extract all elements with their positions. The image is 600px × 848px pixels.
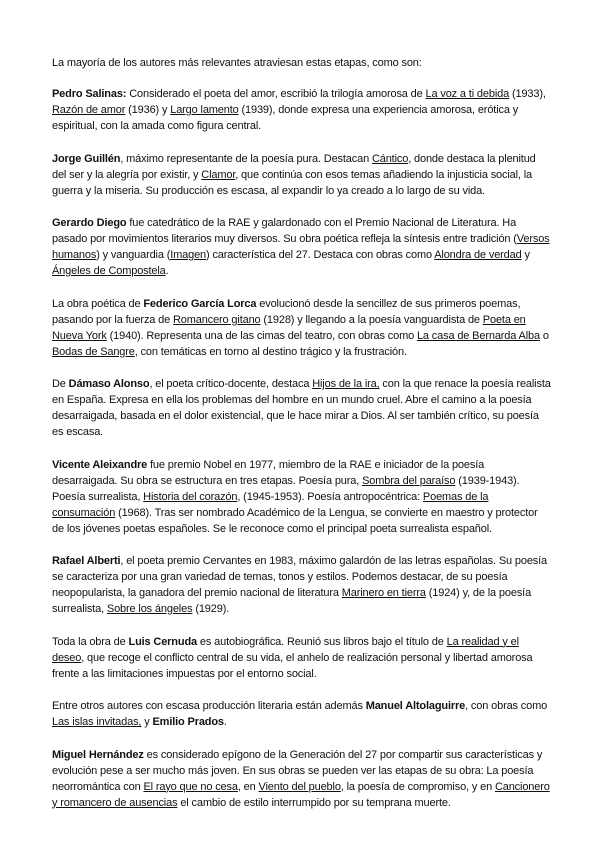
work-title: Bodas de Sangre — [52, 345, 135, 358]
work-title: Poeta en Nueva York — [52, 313, 526, 342]
aleixandre-paragraph: Vicente Aleixandre fue premio Nobel en 1977, miembro de la RAE e iniciador de la poesía desarraigada. Su obra se estructura en tres etapas. Poesía pura, Sombra del paraíso (1939-1943). Poesía surrealista, Historia del corazón, (1945-1953). Poesía antropocéntrica: Poemas de la consumación (1968). Tras ser nombrado Académico de la Lengua, se convierte en maestro y protector de los jóvenes poetas españoles. Se le reconoce como el principal poeta surrealista español. — [52, 458, 538, 535]
work-title: Marinero en tierra — [341, 587, 426, 599]
work-title: La voz a ti debida — [425, 88, 510, 100]
author-name: Gerardo Diego — [52, 217, 127, 229]
author-name: Dámaso Alonso — [68, 378, 150, 390]
otros-paragraph: Entre otros autores con escasa producción literaria están además Manuel Altolaguirre, con obras como Las islas invitadas, y Emilio Prados. — [52, 700, 548, 728]
work-title: Alondra de verdad — [434, 249, 522, 261]
author-name: Pedro Salinas: — [52, 88, 127, 100]
author-name: Jorge Guillén — [52, 152, 121, 165]
work-title: Historia del corazón — [143, 490, 238, 503]
alonso-paragraph: De Dámaso Alonso, el poeta crítico-docente, destaca Hijos de la ira, con la que renace la poesía realista en España. Expresa en ella los problemas del hombre en un mundo cruel. Abre el camino a la poesía desarraigada, basada en el dolor existencial, que le hace mirar a Dios. Al ser también crítico, su poesía es escasa. — [52, 378, 551, 438]
work-title: Versos humanos — [52, 233, 550, 261]
cernuda-paragraph: Toda la obra de Luis Cernuda es autobiográfica. Reunió sus libros bajo el título de La realidad y el deseo, que recoge el conflicto central de su vida, el anhelo de realización personal y libertad amorosa frente a las limitaciones impuestas por el entorno social. — [52, 635, 533, 680]
work-title: El rayo que no cesa — [143, 780, 238, 793]
author-name: Luis Cernuda — [128, 635, 197, 648]
diego-paragraph: Gerardo Diego fue catedrático de la RAE y galardonado con el Premio Nacional de Literatura. Ha pasado por movimientos literarios muy diversos. Su obra poética refleja la síntesis entre tradición (Versos humanos) y vanguardia (Imagen) característica del 27. Destaca con obras como Alondra de verdad y Ángeles de Compostela. — [52, 217, 550, 277]
work-title: Largo lamento — [170, 104, 239, 116]
work-title: Ángeles de Compostela — [52, 265, 166, 277]
work-title: Viento del pueblo — [258, 780, 341, 793]
work-title: Razón de amor — [52, 104, 126, 116]
hernandez-paragraph: Miguel Hernández es considerado epígono de la Generación del 27 por compartir sus características y evolución pese a ser mucho más joven. En sus obras se pueden ver las etapas de su obra: La poesía neorromántica con El rayo que no cesa, en Viento del pueblo, la poesía de compromiso, y en Cancionero y romancero de ausencias el cambio de estilo interrumpido por su temprana muerte. — [52, 748, 550, 809]
work-title: Sombra del paraíso — [362, 474, 456, 487]
work-title: Cántico — [371, 152, 409, 165]
author-name: Rafael Alberti — [52, 555, 121, 567]
work-title: Cancionero y romancero de ausencias — [52, 780, 550, 809]
work-title: Poemas de la consumación — [52, 490, 489, 519]
document-page — [52, 55, 552, 827]
author-name: Emilio Prados — [152, 716, 224, 728]
alberti-paragraph: Rafael Alberti, el poeta premio Cervantes en 1983, máximo galardón de las letras españolas. Su poesía se caracteriza por una gran variedad de temas, tonos y estilos. Podemos destacar, de su poesía neopopularista, la ganadora del premio nacional de literatura Marinero en tierra (1924) y, de la poesía surrealista, Sobre los ángeles (1929). — [52, 555, 548, 615]
work-title: Imagen — [170, 249, 207, 261]
work-title: La casa de Bernarda Alba — [416, 329, 540, 342]
work-title: Clamor — [201, 168, 236, 181]
author-name: Federico García Lorca — [143, 297, 257, 310]
intro-paragraph: La mayoría de los autores más relevantes atraviesan estas etapas, como son: — [52, 57, 422, 69]
work-title: Sobre los ángeles — [106, 603, 193, 615]
guillen-paragraph: Jorge Guillén, máximo representante de la poesía pura. Destacan Cántico, donde destaca la plenitud del ser y la alegría por existir, y Clamor, que continúa con esos temas añadiendo la injusticia social, la guerra y la miseria. Su producción es escasa, al expandir lo ya creado a lo largo de su vida. — [52, 152, 536, 197]
work-title: Las islas invitadas, — [52, 716, 142, 728]
author-name: Miguel Hernández — [52, 748, 144, 761]
author-name: Vicente Aleixandre — [52, 458, 148, 471]
work-title: La realidad y el deseo — [52, 635, 519, 664]
salinas-paragraph: Pedro Salinas: Considerado el poeta del amor, escribió la trilogía amorosa de La voz a ti debida (1933), Razón de amor (1936) y Largo lamento (1939), donde expresa una experiencia amorosa, erótica y espiritual, con la amada como figura central. — [52, 88, 546, 132]
work-title: Hijos de la ira, — [312, 378, 380, 390]
work-title: Romancero gitano — [173, 313, 261, 326]
lorca-paragraph: La obra poética de Federico García Lorca evolucionó desde la sencillez de sus primeros poemas, pasando por la fuerza de Romancero gitano (1928) y llegando a la poesía vanguardista de Poeta en Nueva York (1940). Representa una de las cimas del teatro, con obras como La casa de Bernarda Alba o Bodas de Sangre, con temáticas en torno al destino trágico y la frustración. — [52, 297, 549, 358]
author-name: Manuel Altolaguirre — [365, 700, 466, 712]
